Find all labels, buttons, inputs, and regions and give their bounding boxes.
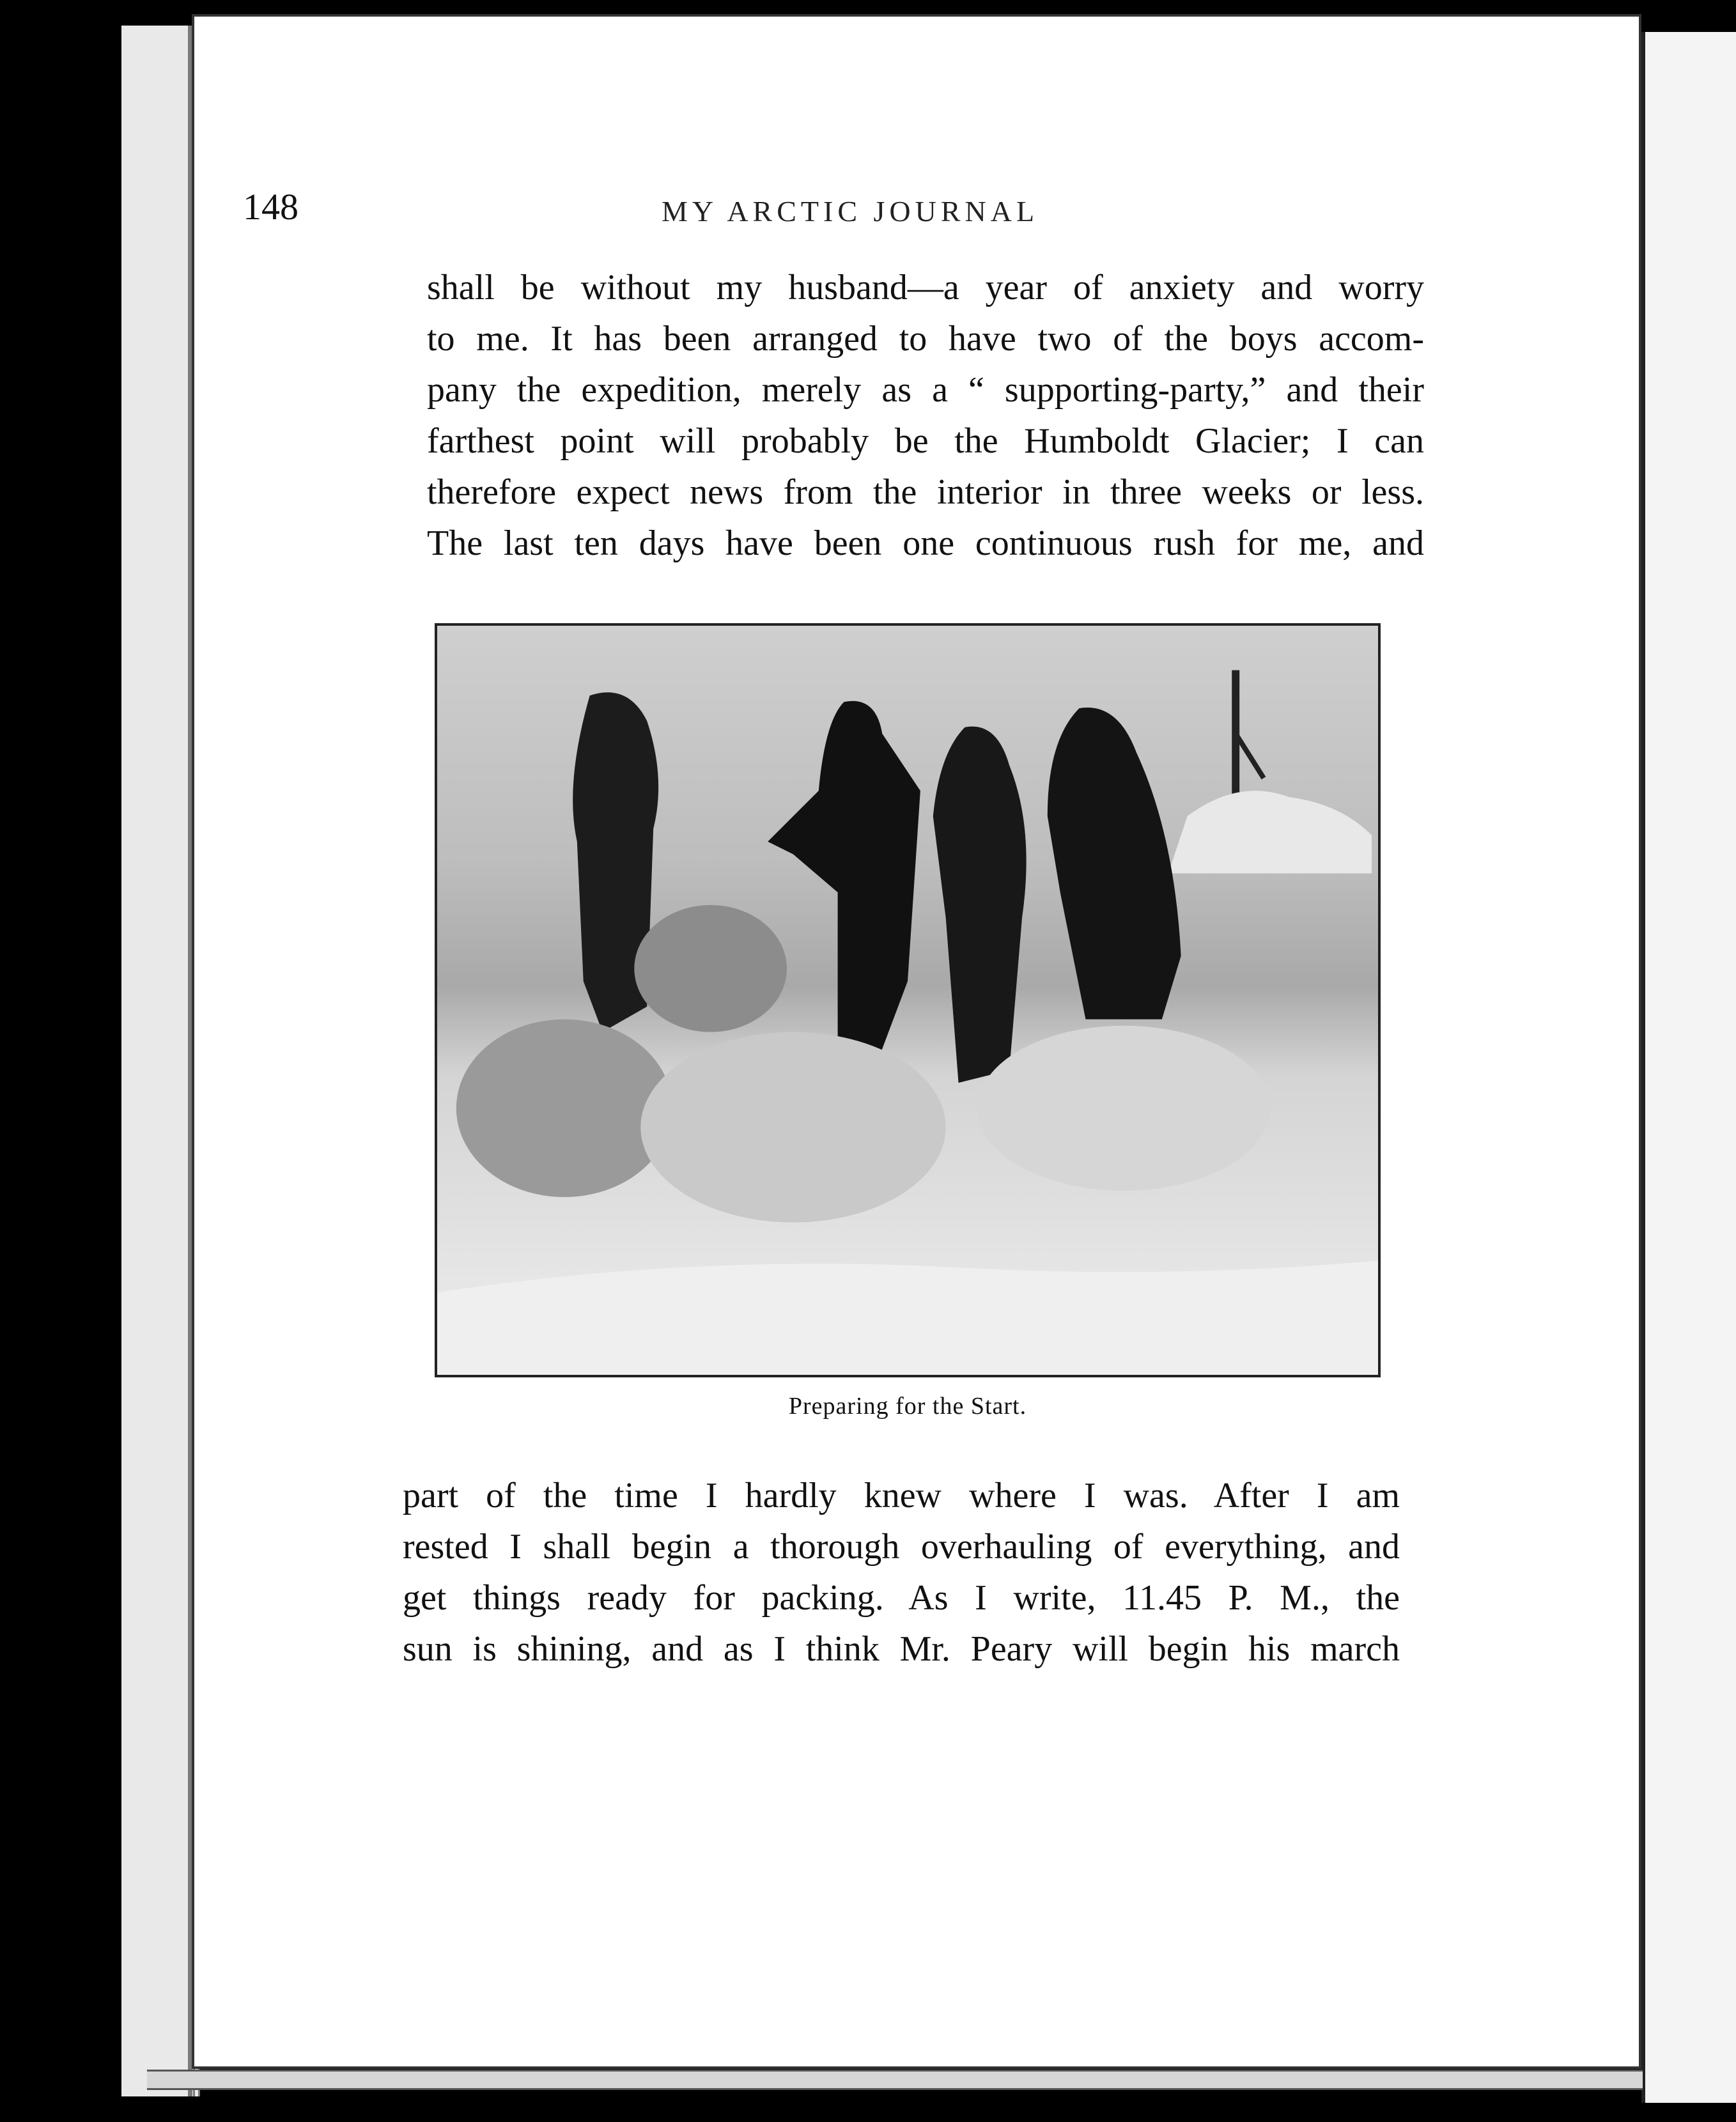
running-head <box>243 185 1425 236</box>
figure-caption: Preparing for the Start. <box>788 1393 1027 1420</box>
text-block-bottom <box>403 1470 1400 1675</box>
text-line: shall be without my husband—a year of anxiety and worry <box>427 268 1424 307</box>
text-line: rested I shall begin a thorough overhauling of everything, and <box>403 1527 1400 1567</box>
page-bottom-edge <box>147 2070 1643 2090</box>
text-block-top <box>427 262 1424 569</box>
text-line: get things ready for packing. As I write, 11.45 P. M., the <box>403 1578 1400 1618</box>
text-line: sun is shining, and as I think Mr. Peary will begin his march <box>403 1629 1400 1669</box>
photo-illustration <box>435 623 1381 1377</box>
text-line: part of the time I hardly knew where I was. After I am <box>403 1476 1400 1515</box>
facing-page-edge <box>1641 32 1736 2103</box>
text-line: The last ten days have been one continuous rush for me, and <box>427 523 1424 563</box>
photo-silhouette <box>437 626 1378 1375</box>
page-number: 148 <box>243 186 298 228</box>
text-line: pany the expedition, merely as a “ supporting-party,” and their <box>427 370 1424 410</box>
text-line: farthest point will probably be the Humboldt Glacier; I can <box>427 421 1424 461</box>
text-line: therefore expect news from the interior in three weeks or less. <box>427 472 1424 512</box>
text-line: to me. It has been arranged to have two of the boys accom- <box>427 319 1424 359</box>
book-title: MY ARCTIC JOURNAL <box>661 195 1039 228</box>
page-stack-edges <box>121 26 198 2096</box>
